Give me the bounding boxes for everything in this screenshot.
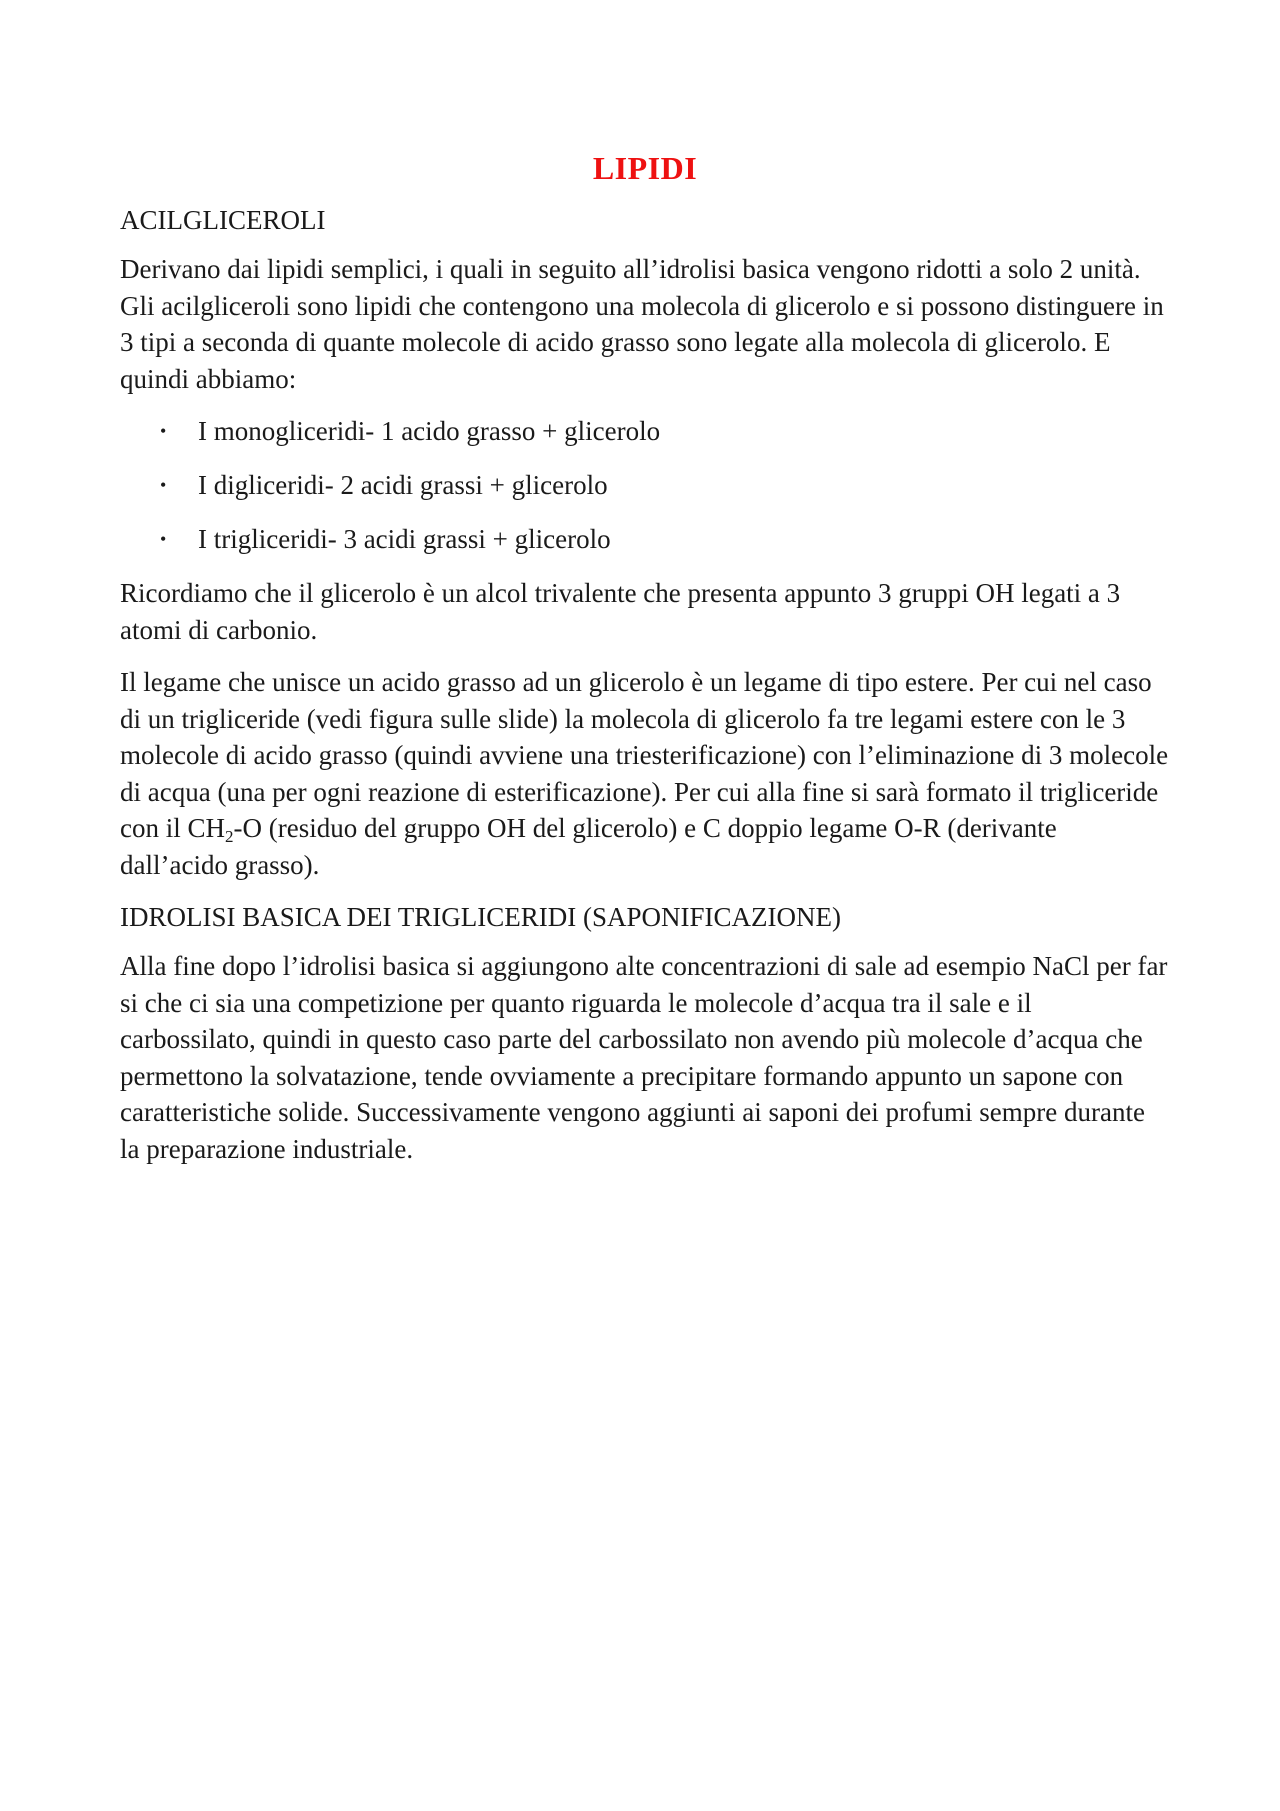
paragraph-glicerolo: Ricordiamo che il glicerolo è un alcol trivalente che presenta appunto 3 gruppi OH legati a 3 atomi di carbonio. <box>120 578 1121 645</box>
bullet-icon: • <box>160 475 167 495</box>
list-item <box>120 521 1170 557</box>
paragraph-intro: Derivano dai lipidi semplici, i quali in seguito all’idrolisi basica vengono ridotti a solo 2 unità. Gli acilgliceroli sono lipidi che contengono una molecola di glicerolo e si possono distinguere in 3 tipi a seconda di quante molecole di acido grasso sono legate alla molecola di glicerolo. E quindi abbiamo: <box>120 254 1164 394</box>
bullet-icon: • <box>160 529 167 549</box>
list-item <box>120 413 1170 449</box>
paragraph-legame-estere <box>120 664 1170 883</box>
document-page <box>120 148 1170 1183</box>
list-item-text: I digliceridi- 2 acidi grassi + glicerolo <box>198 470 608 500</box>
section-heading-idrolisi: IDROLISI BASICA DEI TRIGLICERIDI (SAPONIFICAZIONE) <box>120 902 841 932</box>
paragraph-text: Il legame che unisce un acido grasso ad un glicerolo è un legame di tipo estere. Per cui nel caso di un trigliceride (vedi figura sulle slide) la molecola di glicerolo fa tre legami estere con le 3 molecole di acido grasso (quindi avviene una triesterificazione) con l’eliminazione di 3 molecole di acqua (una per ogni reazione di esterificazione). Per cui alla fine si sarà formato il trigliceride con il CH <box>120 667 1169 843</box>
bullet-icon: • <box>160 421 167 441</box>
document-title: LIPIDI <box>592 150 698 186</box>
section-heading-acilgliceroli: ACILGLICEROLI <box>120 205 326 235</box>
subscript-2: 2 <box>225 827 234 846</box>
glyceride-list <box>120 413 1170 557</box>
paragraph-text: -O (residuo del gruppo OH del glicerolo) e C doppio legame O-R (derivante dall’acido grasso). <box>120 813 1057 880</box>
list-item <box>120 467 1170 503</box>
list-item-text: I monogliceridi- 1 acido grasso + glicerolo <box>198 416 661 446</box>
paragraph-saponificazione: Alla fine dopo l’idrolisi basica si aggiungono alte concentrazioni di sale ad esempio NaCl per far si che ci sia una competizione per quanto riguarda le molecole d’acqua tra il sale e il carbossilato, quindi in questo caso parte del carbossilato non avendo più molecole d’acqua che permettono la solvatazione, tende ovviamente a precipitare formando appunto un sapone con caratteristiche solide. Successivamente vengono aggiunti ai saponi dei profumi sempre durante la preparazione industriale. <box>120 951 1168 1164</box>
list-item-text: I trigliceridi- 3 acidi grassi + glicerolo <box>198 524 611 554</box>
